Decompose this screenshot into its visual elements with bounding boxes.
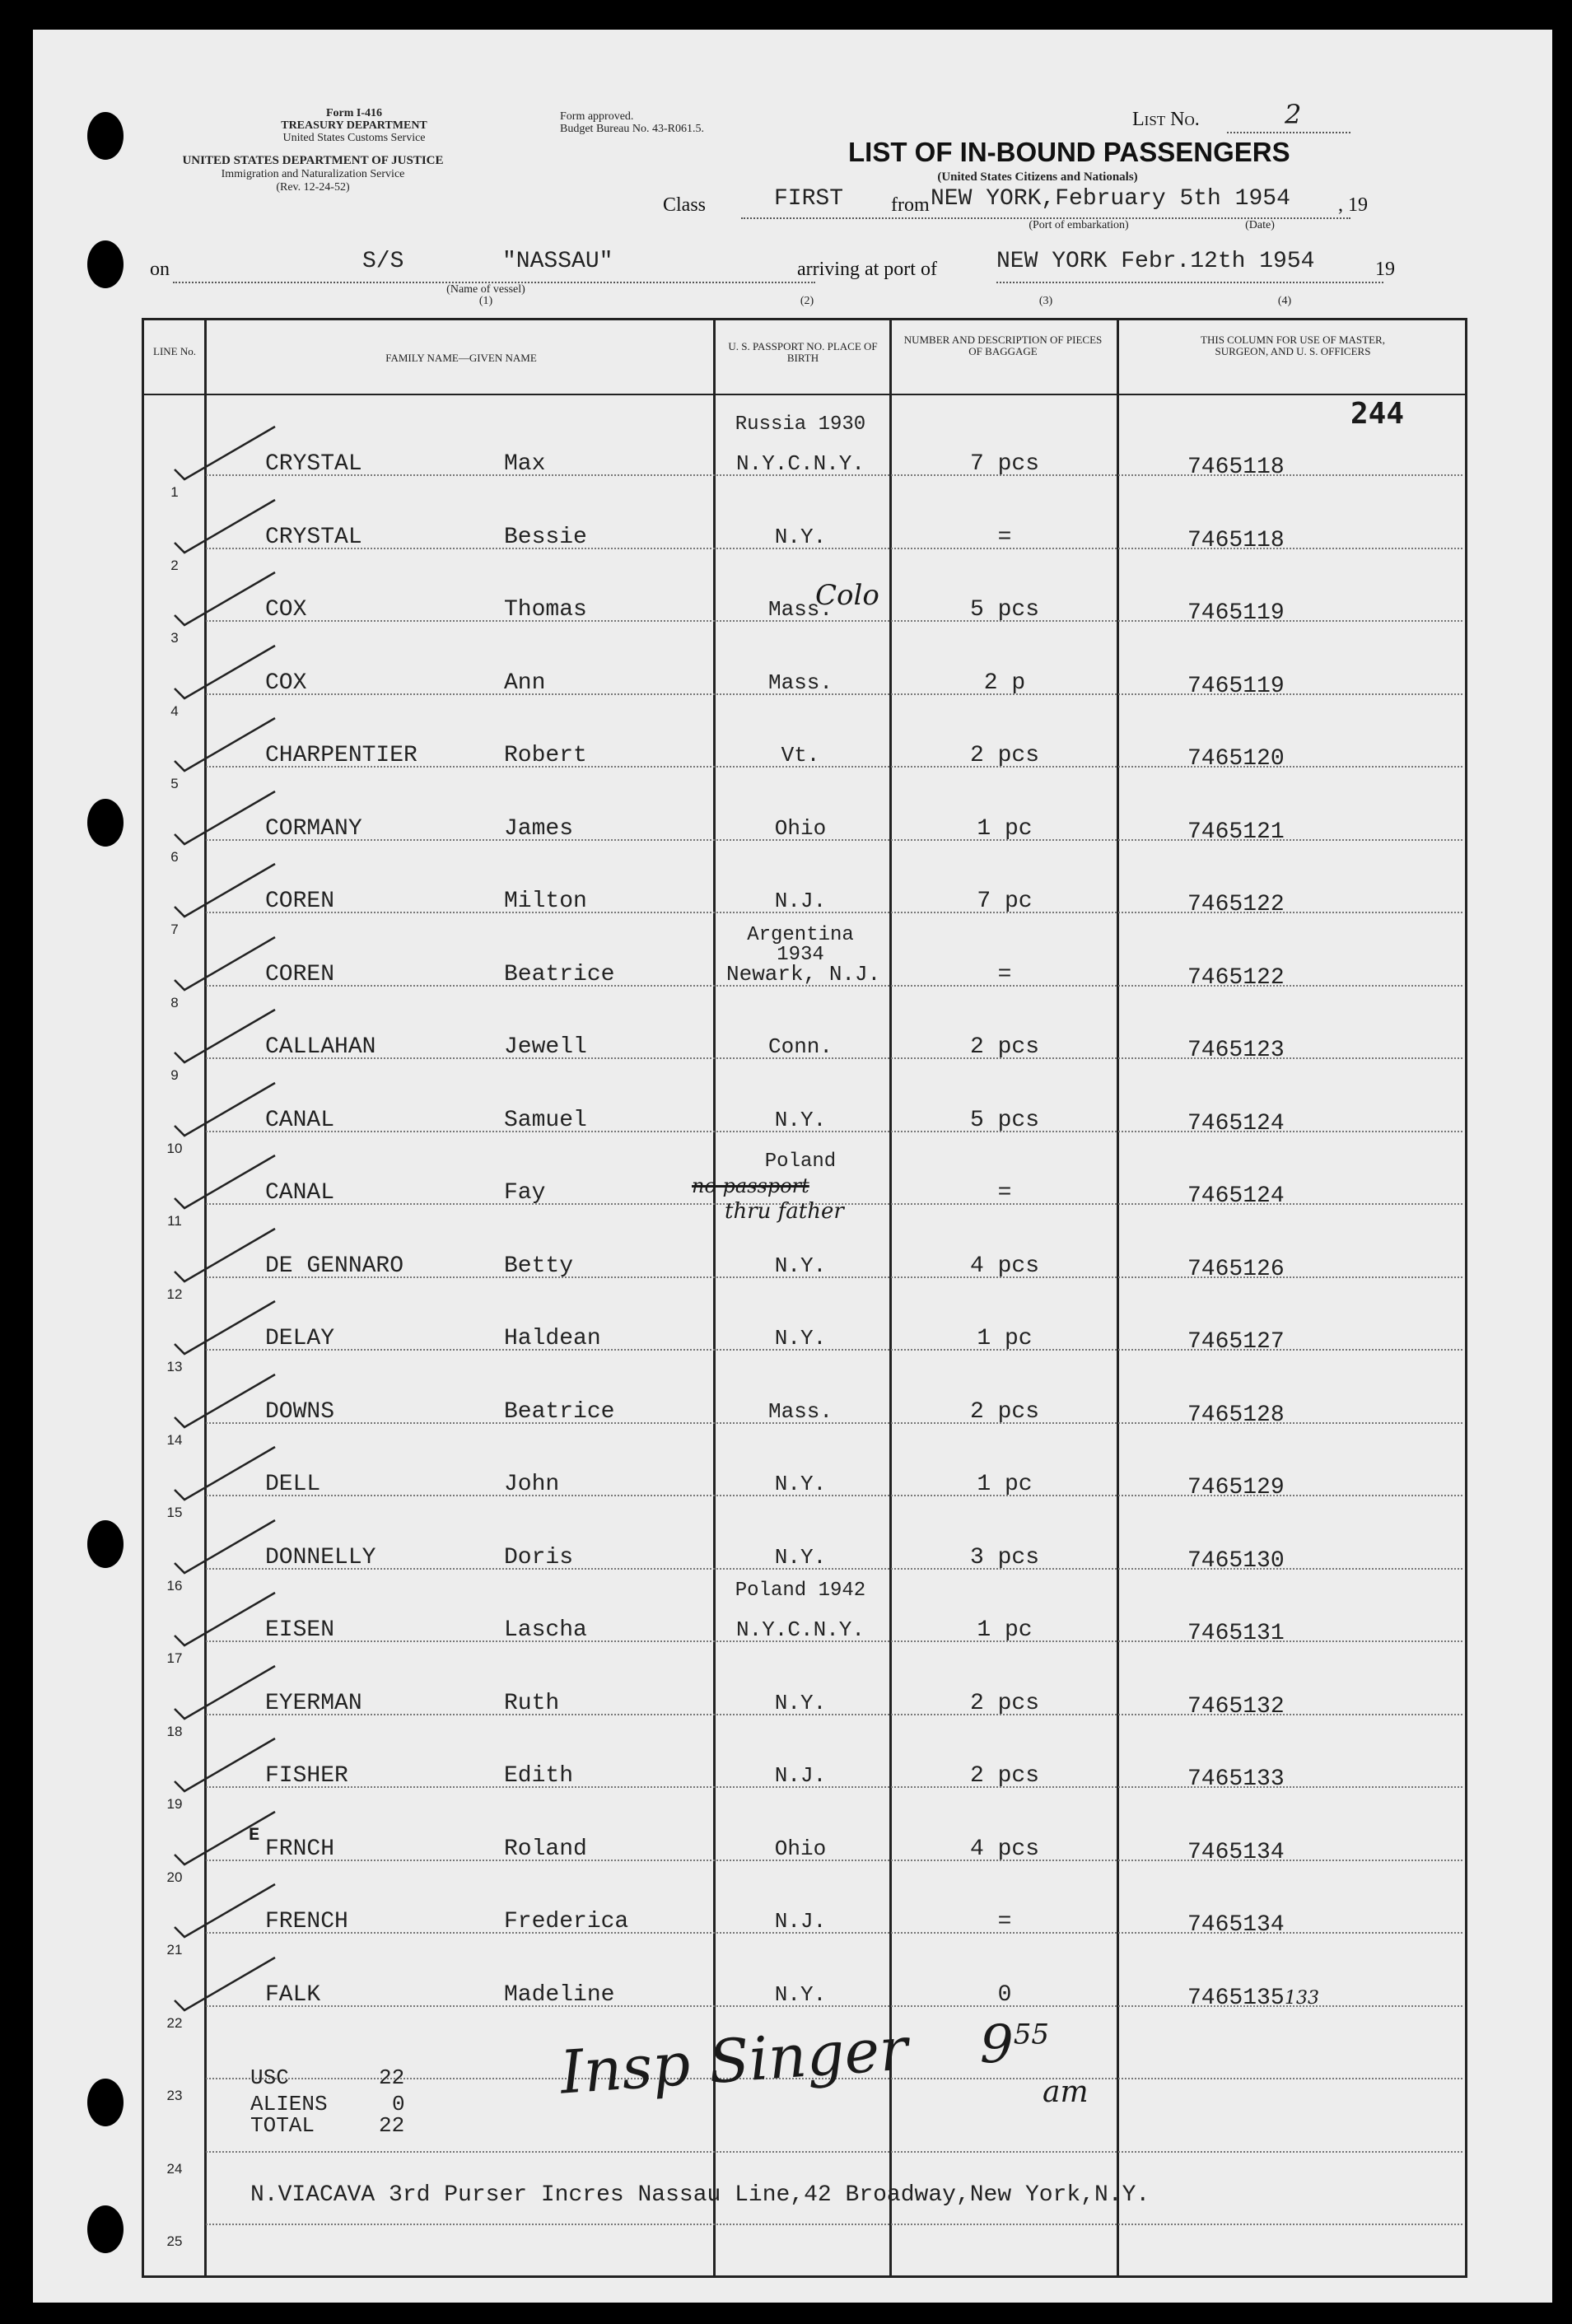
given-name: Thomas bbox=[504, 597, 587, 623]
given-name: Madeline bbox=[504, 1981, 615, 2008]
caption-4: (4) bbox=[1277, 295, 1292, 307]
col-header-name: FAMILY NAME—GIVEN NAME bbox=[385, 352, 537, 364]
table-row bbox=[33, 562, 1552, 646]
ticket-number: 7465129 bbox=[1187, 1475, 1285, 1500]
list-number: 2 bbox=[1285, 99, 1302, 130]
given-name: Milton bbox=[504, 889, 587, 914]
ticket-number: 7465127 bbox=[1187, 1329, 1285, 1355]
passport-note: Argentina 1934 bbox=[747, 923, 854, 966]
ticket-number: 7465130 bbox=[1187, 1547, 1285, 1574]
list-label: List No. bbox=[1132, 109, 1200, 130]
place-of-birth: Mass. bbox=[767, 597, 833, 622]
place-of-birth: Vt. bbox=[781, 743, 820, 768]
baggage: 2 pcs bbox=[969, 743, 1039, 768]
line-number: 10 bbox=[166, 1140, 183, 1156]
place-of-birth: N.J. bbox=[774, 889, 827, 913]
place-of-birth: N.Y. bbox=[774, 524, 827, 549]
ticket-number: 7465118 bbox=[1187, 455, 1285, 480]
table-row bbox=[33, 1073, 1552, 1156]
place-of-birth: Conn. bbox=[767, 1034, 833, 1059]
table-row bbox=[33, 1219, 1552, 1302]
place-of-birth: N.Y. bbox=[774, 1544, 827, 1570]
check-mark-icon bbox=[171, 1154, 278, 1211]
line-number: 19 bbox=[166, 1796, 183, 1812]
given-name: Jewell bbox=[504, 1034, 587, 1060]
struck-text: no passport bbox=[692, 1174, 809, 1197]
line-number: 1 bbox=[170, 484, 179, 500]
given-name: Samuel bbox=[504, 1107, 587, 1133]
budget-bureau: Budget Bureau No. 43-R061.5. bbox=[560, 123, 704, 135]
check-mark-icon bbox=[171, 1810, 278, 1868]
ticket-number: 7465122 bbox=[1187, 964, 1285, 991]
table-row bbox=[33, 1291, 1552, 1374]
check-mark-icon bbox=[171, 1591, 278, 1649]
sign-ampm: am bbox=[1043, 2075, 1089, 2109]
purser-line: N.VIACAVA 3rd Purser Incres Nassau Line,42 Broadway,New York,N.Y. bbox=[250, 2182, 1150, 2208]
family-name: CALLAHAN bbox=[265, 1034, 376, 1060]
line-number: 5 bbox=[170, 776, 179, 791]
family-name: CANAL bbox=[265, 1180, 335, 1206]
list-underline bbox=[1227, 132, 1350, 133]
strikethrough-note bbox=[692, 1174, 809, 1197]
family-name: FRNCH bbox=[265, 1836, 335, 1862]
class-label: Class bbox=[663, 194, 707, 216]
ticket-number: 7465128 bbox=[1187, 1402, 1285, 1428]
table-row bbox=[33, 636, 1552, 719]
baggage: 2 pcs bbox=[969, 1763, 1039, 1789]
embarkation-value: NEW YORK,February 5th 1954 bbox=[931, 186, 1290, 212]
check-mark-icon bbox=[171, 1008, 278, 1066]
check-mark-icon bbox=[171, 1883, 278, 1940]
on-label: on bbox=[150, 259, 170, 280]
line-number: 11 bbox=[167, 1213, 182, 1229]
given-name: James bbox=[504, 815, 574, 842]
baggage: 0 bbox=[997, 1981, 1012, 2008]
baggage: 4 pcs bbox=[969, 1253, 1039, 1279]
sign-time-minutes: 55 bbox=[1013, 2018, 1049, 2051]
family-name: COREN bbox=[265, 961, 335, 987]
given-name: Fay bbox=[504, 1180, 546, 1206]
ticket-number: 7465120 bbox=[1187, 746, 1285, 772]
caption-3: (3) bbox=[1038, 295, 1053, 307]
line-number: 25 bbox=[166, 2233, 183, 2249]
line-number: 14 bbox=[166, 1431, 183, 1448]
baggage: 7 pc bbox=[977, 889, 1033, 914]
ticket-correction: 133 bbox=[1285, 1988, 1319, 2009]
form-approved: Form approved. bbox=[560, 110, 634, 123]
check-mark-icon bbox=[171, 862, 278, 920]
class-value: FIRST bbox=[774, 186, 844, 212]
ticket-number: 7465132 bbox=[1187, 1693, 1285, 1720]
given-name: Robert bbox=[504, 743, 587, 768]
line-number: 4 bbox=[170, 702, 179, 719]
binder-hole bbox=[87, 240, 124, 288]
check-mark-icon bbox=[171, 1227, 278, 1285]
baggage: 1 pc bbox=[977, 1326, 1033, 1351]
customs-service: United States Customs Service bbox=[282, 132, 426, 144]
check-mark-icon bbox=[171, 716, 278, 774]
ticket-number: 7465131 bbox=[1187, 1621, 1285, 1646]
given-name: John bbox=[504, 1472, 560, 1497]
baggage: = bbox=[997, 1909, 1012, 1934]
place-of-birth: N.Y. bbox=[774, 1981, 827, 2007]
page-title: LIST OF IN-BOUND PASSENGERS bbox=[848, 137, 1290, 167]
given-name: Beatrice bbox=[504, 961, 615, 987]
place-of-birth: N.J. bbox=[774, 1763, 827, 1788]
family-name: DELAY bbox=[265, 1326, 335, 1351]
total-aliens-value: 0 bbox=[392, 2092, 405, 2116]
page-subtitle: (United States Citizens and Nationals) bbox=[937, 170, 1138, 184]
line-number: 18 bbox=[166, 1723, 183, 1739]
table-row bbox=[33, 782, 1552, 865]
place-of-birth: N.Y.C.N.Y. bbox=[735, 451, 865, 476]
check-mark-icon bbox=[171, 1373, 278, 1430]
binder-hole bbox=[87, 2205, 124, 2253]
total-aliens-label: ALIENS bbox=[250, 2092, 328, 2116]
family-name: EISEN bbox=[265, 1617, 335, 1643]
from-label: from bbox=[891, 194, 930, 216]
line-number: 6 bbox=[170, 848, 179, 865]
family-name: FRENCH bbox=[265, 1909, 348, 1934]
ticket-number: 7465124 bbox=[1187, 1110, 1285, 1136]
family-name: EYERMAN bbox=[265, 1690, 362, 1716]
check-mark-icon bbox=[171, 790, 278, 847]
caption-2: (2) bbox=[800, 295, 814, 307]
embark-caption: (Port of embarkation) bbox=[1029, 219, 1129, 231]
check-mark-icon bbox=[171, 1519, 278, 1576]
table-row bbox=[33, 1365, 1552, 1448]
revision: (Rev. 12-24-52) bbox=[276, 181, 350, 194]
row-rule bbox=[206, 2151, 1462, 2153]
line-number: 2 bbox=[170, 557, 179, 573]
place-of-birth: Ohio bbox=[774, 1836, 827, 1861]
table-row bbox=[33, 1802, 1552, 1885]
place-of-birth: N.Y. bbox=[774, 1472, 827, 1496]
col-header-line: LINE No. bbox=[153, 345, 196, 357]
baggage: 4 pcs bbox=[969, 1836, 1039, 1862]
total-label: TOTAL bbox=[250, 2113, 315, 2138]
check-mark-icon bbox=[171, 936, 278, 993]
passport-note: Poland 1942 bbox=[735, 1580, 866, 1602]
table-row bbox=[33, 923, 1552, 1010]
given-name: Lascha bbox=[504, 1617, 587, 1643]
date-caption: (Date) bbox=[1245, 219, 1275, 231]
total-usc-value: 22 bbox=[379, 2065, 405, 2090]
given-name: Ann bbox=[504, 670, 546, 696]
line-number: 3 bbox=[170, 630, 179, 646]
arrival-year: 19 bbox=[1375, 259, 1395, 280]
header-rule bbox=[144, 394, 1465, 395]
document-page bbox=[33, 30, 1552, 2303]
family-name: DONNELLY bbox=[265, 1544, 376, 1570]
check-mark-icon bbox=[171, 644, 278, 702]
line-number: 16 bbox=[166, 1577, 183, 1594]
justice-dept: UNITED STATES DEPARTMENT OF JUSTICE bbox=[182, 154, 444, 167]
family-name: DELL bbox=[265, 1472, 321, 1497]
ticket-number: 7465133 bbox=[1187, 1766, 1285, 1792]
place-of-birth: Ohio bbox=[774, 815, 827, 841]
line-number: 8 bbox=[170, 994, 179, 1010]
baggage: 2 p bbox=[983, 670, 1026, 696]
check-mark-icon bbox=[171, 1300, 278, 1357]
col-header-baggage: NUMBER AND DESCRIPTION OF PIECES OF BAGGAGE bbox=[903, 334, 1103, 357]
family-name: CHARPENTIER bbox=[265, 743, 417, 768]
page-number: 244 bbox=[1350, 397, 1405, 431]
table-row bbox=[33, 1437, 1552, 1520]
sign-time-hour: 9 bbox=[980, 2014, 1014, 2075]
baggage: 1 pc bbox=[977, 1472, 1033, 1497]
baggage: = bbox=[997, 961, 1012, 987]
table-row bbox=[33, 1729, 1552, 1812]
ticket-number: 7465124 bbox=[1187, 1183, 1285, 1209]
line-number: 24 bbox=[166, 2160, 183, 2177]
check-mark-icon bbox=[171, 571, 278, 628]
place-of-birth: N.Y. bbox=[774, 1107, 827, 1132]
check-mark-icon bbox=[171, 1081, 278, 1139]
baggage: 2 pcs bbox=[969, 1690, 1039, 1716]
passport-note: Poland bbox=[764, 1150, 837, 1173]
family-name: COX bbox=[265, 670, 307, 696]
baggage: 5 pcs bbox=[969, 1107, 1039, 1133]
vessel-prefix: S/S bbox=[362, 249, 404, 274]
given-name: Bessie bbox=[504, 524, 587, 550]
family-name: DE GENNARO bbox=[265, 1253, 404, 1279]
vessel-name: "NASSAU" bbox=[502, 249, 613, 274]
caption-1: (1) bbox=[478, 295, 493, 307]
row-rule bbox=[206, 2224, 1462, 2225]
passport-note: Colo bbox=[815, 579, 879, 612]
baggage: 1 pc bbox=[977, 815, 1033, 842]
family-name: FISHER bbox=[265, 1763, 348, 1789]
place-of-birth: Mass. bbox=[767, 1398, 833, 1424]
table-row bbox=[33, 1656, 1552, 1739]
ticket-number: 7465134 bbox=[1187, 1839, 1285, 1865]
check-mark-icon bbox=[171, 1664, 278, 1722]
baggage: 3 pcs bbox=[969, 1544, 1039, 1570]
ticket-number: 7465118 bbox=[1187, 527, 1285, 553]
treasury-dept: TREASURY DEPARTMENT bbox=[281, 119, 427, 132]
table-row bbox=[33, 1580, 1552, 1666]
arrival-underline bbox=[996, 282, 1383, 283]
table-row bbox=[33, 490, 1552, 573]
family-name: CRYSTAL bbox=[265, 451, 362, 477]
family-name: COX bbox=[265, 597, 307, 623]
total-usc-label: USC bbox=[250, 2065, 289, 2090]
line-number: 13 bbox=[166, 1359, 183, 1374]
line-number: 17 bbox=[166, 1650, 183, 1666]
ticket-number: 7465123 bbox=[1187, 1038, 1285, 1063]
place-of-birth: N.Y. bbox=[774, 1690, 827, 1715]
ticket-number: 7465119 bbox=[1187, 673, 1285, 699]
place-of-birth: N.J. bbox=[774, 1909, 827, 1934]
check-mark-icon bbox=[171, 1445, 278, 1503]
place-of-birth: N.Y.C.N.Y. bbox=[735, 1617, 865, 1642]
col-header-officers: THIS COLUMN FOR USE OF MASTER, SURGEON, AND U. S. OFFICERS bbox=[1201, 334, 1385, 357]
baggage: 5 pcs bbox=[969, 597, 1039, 623]
hand-note-thru-father: thru father bbox=[725, 1199, 844, 1224]
given-name: Ruth bbox=[504, 1690, 560, 1716]
family-name: COREN bbox=[265, 889, 335, 914]
line-number: 21 bbox=[166, 1942, 183, 1958]
family-name: CORMANY bbox=[265, 815, 362, 842]
arrival-value: NEW YORK Febr.12th 1954 bbox=[996, 249, 1315, 274]
given-name: Haldean bbox=[504, 1326, 601, 1351]
line-number: 12 bbox=[166, 1286, 183, 1302]
baggage: = bbox=[997, 1180, 1012, 1206]
given-name: Max bbox=[504, 451, 546, 477]
given-name: Beatrice bbox=[504, 1398, 615, 1425]
check-mark-icon bbox=[171, 498, 278, 556]
given-name: Doris bbox=[504, 1544, 574, 1570]
family-name: FALK bbox=[265, 1981, 321, 2008]
family-name: DOWNS bbox=[265, 1398, 335, 1425]
place-of-birth: Newark, N.J. bbox=[726, 961, 881, 987]
given-name: Frederica bbox=[504, 1909, 629, 1934]
form-number: Form I-416 bbox=[325, 107, 383, 119]
check-mark-icon bbox=[171, 1737, 278, 1794]
baggage: = bbox=[997, 524, 1012, 550]
hand-insert-e: E bbox=[249, 1825, 260, 1846]
vessel-caption: (Name of vessel) bbox=[446, 283, 525, 296]
given-name: Edith bbox=[504, 1763, 574, 1789]
place-of-birth: Mass. bbox=[767, 670, 833, 695]
ticket-number: 7465121 bbox=[1187, 819, 1285, 845]
line-number: 9 bbox=[170, 1067, 179, 1083]
total-value: 22 bbox=[379, 2113, 405, 2138]
line-number: 15 bbox=[166, 1505, 183, 1520]
year-suffix-1: , 19 bbox=[1338, 194, 1368, 216]
table-row bbox=[33, 1874, 1552, 1958]
check-mark-icon bbox=[171, 1956, 278, 2014]
ticket-number: 7465126 bbox=[1187, 1256, 1285, 1282]
ticket-number: 7465134 bbox=[1187, 1912, 1285, 1938]
arriving-label: arriving at port of bbox=[797, 259, 937, 280]
place-of-birth: N.Y. bbox=[774, 1326, 827, 1351]
inspector-signature: Insp Singer bbox=[557, 2014, 910, 2107]
family-name: CRYSTAL bbox=[265, 524, 362, 550]
table-row bbox=[33, 1000, 1552, 1083]
ticket-number: 7465122 bbox=[1187, 892, 1285, 917]
line-number: 23 bbox=[166, 2088, 183, 2103]
check-mark-icon bbox=[171, 425, 278, 483]
baggage: 2 pcs bbox=[969, 1398, 1039, 1425]
col-header-passport: U. S. PASSPORT NO. PLACE OF BIRTH bbox=[728, 340, 878, 364]
ins-service: Immigration and Naturalization Service bbox=[221, 168, 405, 180]
binder-hole bbox=[87, 112, 124, 160]
baggage: 7 pcs bbox=[969, 451, 1039, 477]
binder-hole bbox=[87, 2079, 124, 2126]
place-of-birth: N.Y. bbox=[774, 1253, 827, 1278]
line-number: 20 bbox=[166, 1869, 183, 1885]
passport-note: Russia 1930 bbox=[735, 413, 866, 436]
family-name: CANAL bbox=[265, 1107, 335, 1133]
line-number: 22 bbox=[166, 2014, 183, 2031]
table-row bbox=[33, 708, 1552, 791]
line-number: 7 bbox=[170, 922, 179, 937]
baggage: 2 pcs bbox=[969, 1034, 1039, 1060]
given-name: Roland bbox=[504, 1836, 587, 1862]
table-row bbox=[33, 1948, 1552, 2031]
table-row bbox=[33, 854, 1552, 937]
baggage: 1 pc bbox=[977, 1617, 1033, 1643]
sign-time bbox=[980, 2014, 1049, 2075]
ticket-number: 7465135 bbox=[1187, 1985, 1285, 2011]
ticket-number: 7465119 bbox=[1187, 600, 1285, 626]
given-name: Betty bbox=[504, 1253, 574, 1279]
